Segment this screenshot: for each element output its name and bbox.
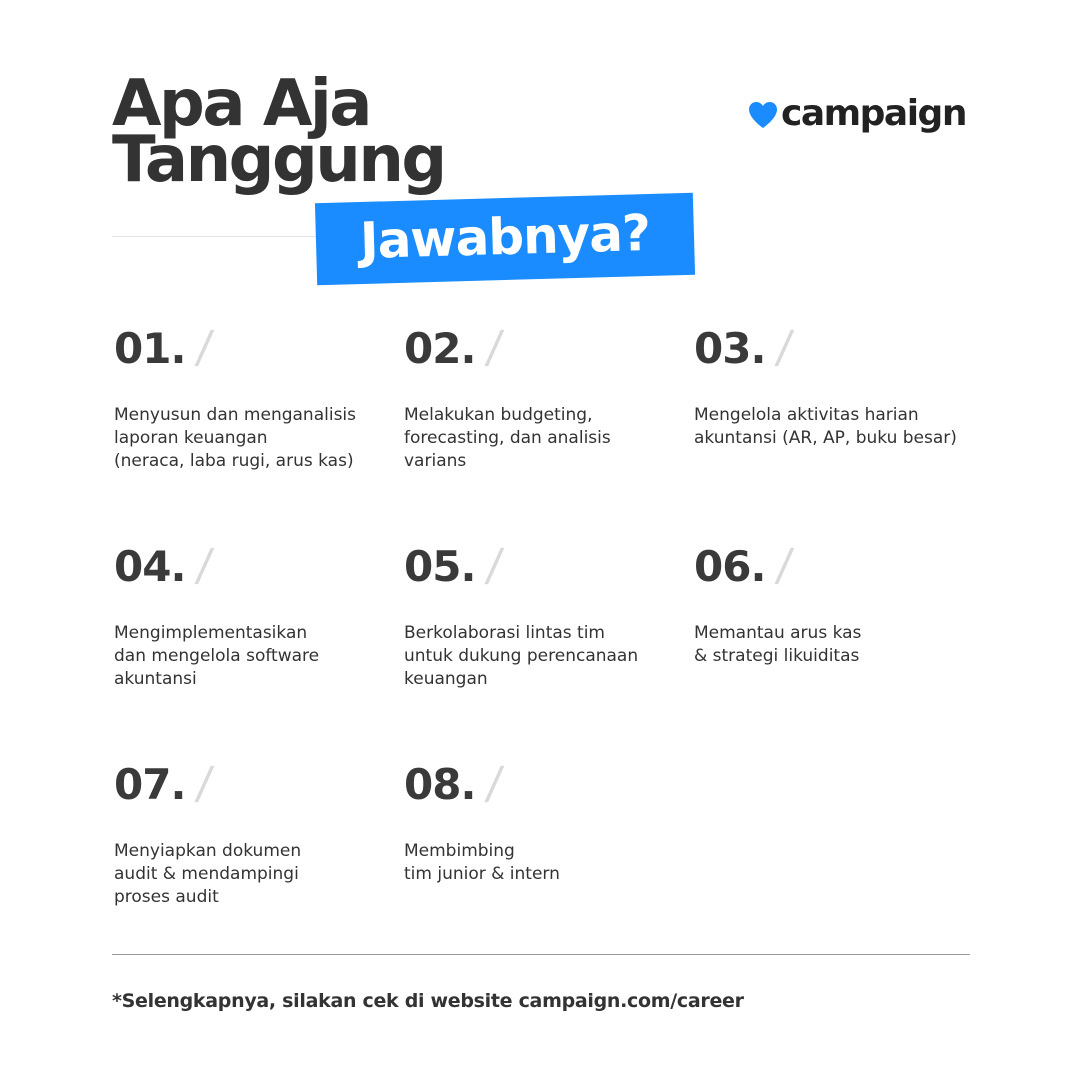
- item-number: 06.: [694, 542, 766, 591]
- footer-divider: [112, 954, 970, 955]
- slash-separator: /: [193, 758, 216, 809]
- item-description: Memantau arus kas & strategi likuiditas: [694, 623, 862, 666]
- item-number: 02.: [404, 324, 476, 373]
- item-number: 07.: [114, 760, 186, 809]
- item-description: Membimbing tim junior & intern: [404, 841, 560, 884]
- responsibility-item: [694, 320, 994, 450]
- item-number: 01.: [114, 324, 186, 373]
- headline-line-2: Tanggung: [112, 123, 445, 197]
- responsibility-item: [404, 320, 674, 473]
- item-description: Menyiapkan dokumen audit & mendampingi proses audit: [114, 841, 302, 907]
- slash-separator: /: [773, 540, 796, 591]
- item-description: Mengimplementasikan dan mengelola software akuntansi: [114, 623, 320, 689]
- responsibility-item: [114, 320, 384, 473]
- responsibility-item: [114, 756, 384, 909]
- responsibility-item: [404, 538, 674, 691]
- slash-separator: /: [193, 540, 216, 591]
- item-number: 04.: [114, 542, 186, 591]
- item-number: 03.: [694, 324, 766, 373]
- brand-logo: [748, 92, 966, 136]
- headline-highlight-box: [315, 193, 695, 286]
- slash-separator: /: [193, 322, 216, 373]
- headline-divider: [112, 236, 342, 237]
- slash-separator: /: [773, 322, 796, 373]
- responsibility-item: [404, 756, 674, 886]
- responsibility-item: [114, 538, 384, 691]
- item-description: Berkolaborasi lintas tim untuk dukung perencanaan keuangan: [404, 623, 639, 689]
- brand-name: campaign: [781, 93, 966, 134]
- headline-highlight-text: Jawabnya?: [359, 203, 651, 271]
- item-description: Melakukan budgeting, forecasting, dan analisis varians: [404, 405, 611, 471]
- slash-separator: /: [483, 322, 506, 373]
- headline-line-1: Apa Aja: [112, 67, 370, 141]
- item-number: 08.: [404, 760, 476, 809]
- footnote-text: *Selengkapnya, silakan cek di website campaign.com/career: [112, 990, 744, 1012]
- item-description: Menyusun dan menganalisis laporan keuangan (neraca, laba rugi, arus kas): [114, 405, 357, 471]
- slash-separator: /: [483, 540, 506, 591]
- slash-separator: /: [483, 758, 506, 809]
- responsibility-item: [694, 538, 964, 668]
- item-number: 05.: [404, 542, 476, 591]
- heart-icon: [748, 101, 778, 129]
- item-description: Mengelola aktivitas harian akuntansi (AR, AP, buku besar): [694, 405, 957, 448]
